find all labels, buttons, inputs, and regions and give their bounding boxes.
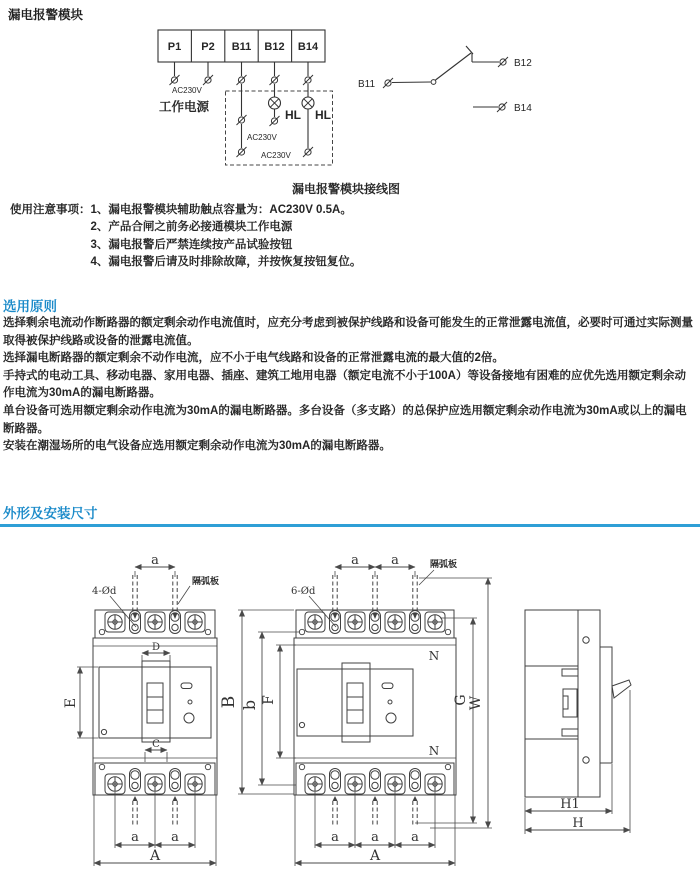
switch-b14-label: B14 [514,103,532,114]
holes-label-mid: 6-Ød [291,586,316,597]
terminal-screw-icon [105,774,125,794]
toggle-handle [147,683,163,723]
arc-plate-icon [133,796,138,827]
dim-label-G: G [453,694,469,706]
screw-terminal-icon [237,75,247,85]
terminal-label: B14 [297,41,319,53]
holes-label-left: 4-Ød [92,586,117,597]
section-rule [0,524,700,527]
dim-label-a: a [351,553,359,568]
drawing-3pole-front [63,553,219,866]
changeover-switch [358,46,532,114]
ac230v-label-b14: AC230V [261,151,291,160]
wiring-caption: 漏电报警模块接线图 [292,182,401,196]
selection-paragraph: 手持式的电动工具、移动电器、家用电器、插座、建筑工地用电器（额定电流不小于100A）等设备接地有困难的应优先选用额定剩余动作电流为30mA的漏电断路器。 [3,369,686,400]
wiring-diagram [0,0,700,200]
switch-b12-label: B12 [514,58,532,69]
dim-label-a: a [131,830,139,845]
dim-label-A: A [149,848,161,864]
terminal-screw-icon [105,612,125,632]
dim-label-a: a [371,830,379,845]
clip-detail [583,757,589,763]
terminal-strip [158,30,325,62]
switch-b11-label: B11 [358,79,376,90]
dim-label-H1: H1 [560,797,580,812]
ac230v-label-b12: AC230V [247,133,277,142]
terminal-screw-icon [145,612,165,632]
usage-note-item: 1、漏电报警模块辅助触点容量为：AC230V 0.5A。 [90,204,352,216]
arc-plate-icon [173,796,178,827]
selection-paragraph: 安装在潮湿场所的电气设备应选用额定剩余动作电流为30mA的漏电断路器。 [3,440,391,453]
drawing-side-view [525,610,631,834]
usage-note-item: 4、漏电报警后请及时排除故障，并按恢复按钮复位。 [90,255,362,268]
dim-label-W: W [468,695,484,711]
ac230v-label-power: AC230V [172,86,202,95]
usage-notes-list [91,202,362,271]
usage-notes-lead: 使用注意事项： [10,204,91,216]
screw-terminal-icon [270,75,280,85]
dim-label-a: a [411,830,419,845]
dim-label-E: E [63,697,79,709]
wire-b11 [237,84,247,157]
terminal-label: B12 [264,41,285,53]
dimension-drawings [0,540,700,889]
screw-terminal-icon [203,75,213,85]
corner-screw-icon [99,629,104,634]
wire-b12 [247,84,281,142]
selection-paragraph: 单台设备可选用额定剩余动作电流为30mA的漏电断路器。多台设备（多支路）的总保护应选用额定剩余动作电流为30mA或以上的漏电断路器。 [3,404,687,435]
dim-label-B: B [219,695,239,709]
dim-label-a: a [331,830,339,845]
dim-label-N: N [428,744,440,758]
clip-detail [583,637,589,643]
drawing-4pole-front [219,553,492,866]
usage-note-item: 3、漏电报警后严禁连续按产品试验按钮 [90,238,293,251]
terminal-screw-icon [185,612,205,632]
selection-heading: 选用原则 [3,299,57,314]
terminal-screw-icon [185,774,205,794]
indicator-lamp-icon [302,97,314,109]
aux-terminal-icon [170,769,181,792]
terminal-stems [170,62,314,85]
dim-label-A: A [369,848,381,864]
usage-notes [10,202,690,271]
arc-plate-label: 隔弧板 [192,576,220,586]
indicator-lamp-icon [269,97,281,109]
corner-screw-icon [205,629,210,634]
dim-label-D: D [151,642,161,653]
dim-label-a: a [171,830,179,845]
label-mark [101,729,106,734]
selection-paragraph: 选择剩余电流动作断路器的额定剩余动作电流值时，应充分考虑到被保护线路和设备可能发生的正常泄露电流值，必要时可通过实际测量取得被保护线路或设备的泄露电流值。 [3,317,693,347]
dim-label-F: F [261,695,277,705]
side-handle [612,680,631,698]
outline-heading: 外形及安装尺寸 [3,506,98,521]
dim-label-a: a [151,553,159,568]
aux-terminal-icon [130,769,141,792]
screw-terminal-icon [170,75,180,85]
selection-paragraph: 选择漏电断路器的额定剩余不动作电流，应不小于电气线路和设备的正常泄露电流的最大值的2倍。 [3,352,504,365]
working-power-label: 工作电源 [159,100,210,114]
corner-screw-icon [205,764,210,769]
dim-label-H: H [572,816,584,831]
toggle-handle [347,683,363,723]
screw-terminal-icon [303,75,313,85]
hl-label-1: HL [285,108,301,122]
usage-note-item: 2、产品合闸之前务必接通模块工作电源 [90,221,293,234]
dim-label-N: N [428,649,440,663]
window-slot [181,683,192,689]
dim-label-b: b [240,699,259,711]
selection-paragraphs [3,315,697,456]
dim-label-C: C [152,739,160,750]
corner-screw-icon [99,764,104,769]
hl-label-2: HL [315,108,331,122]
arc-plate-label: 隔弧板 [430,559,458,569]
terminal-label: P1 [167,41,182,53]
terminal-screw-icon [145,774,165,794]
terminal-label: B11 [231,41,252,53]
wire-b14 [261,84,314,160]
terminal-label: P2 [201,41,215,53]
dim-label-a: a [391,553,399,568]
test-button-mark [184,713,194,723]
page-title: 漏电报警模块 [8,8,84,22]
